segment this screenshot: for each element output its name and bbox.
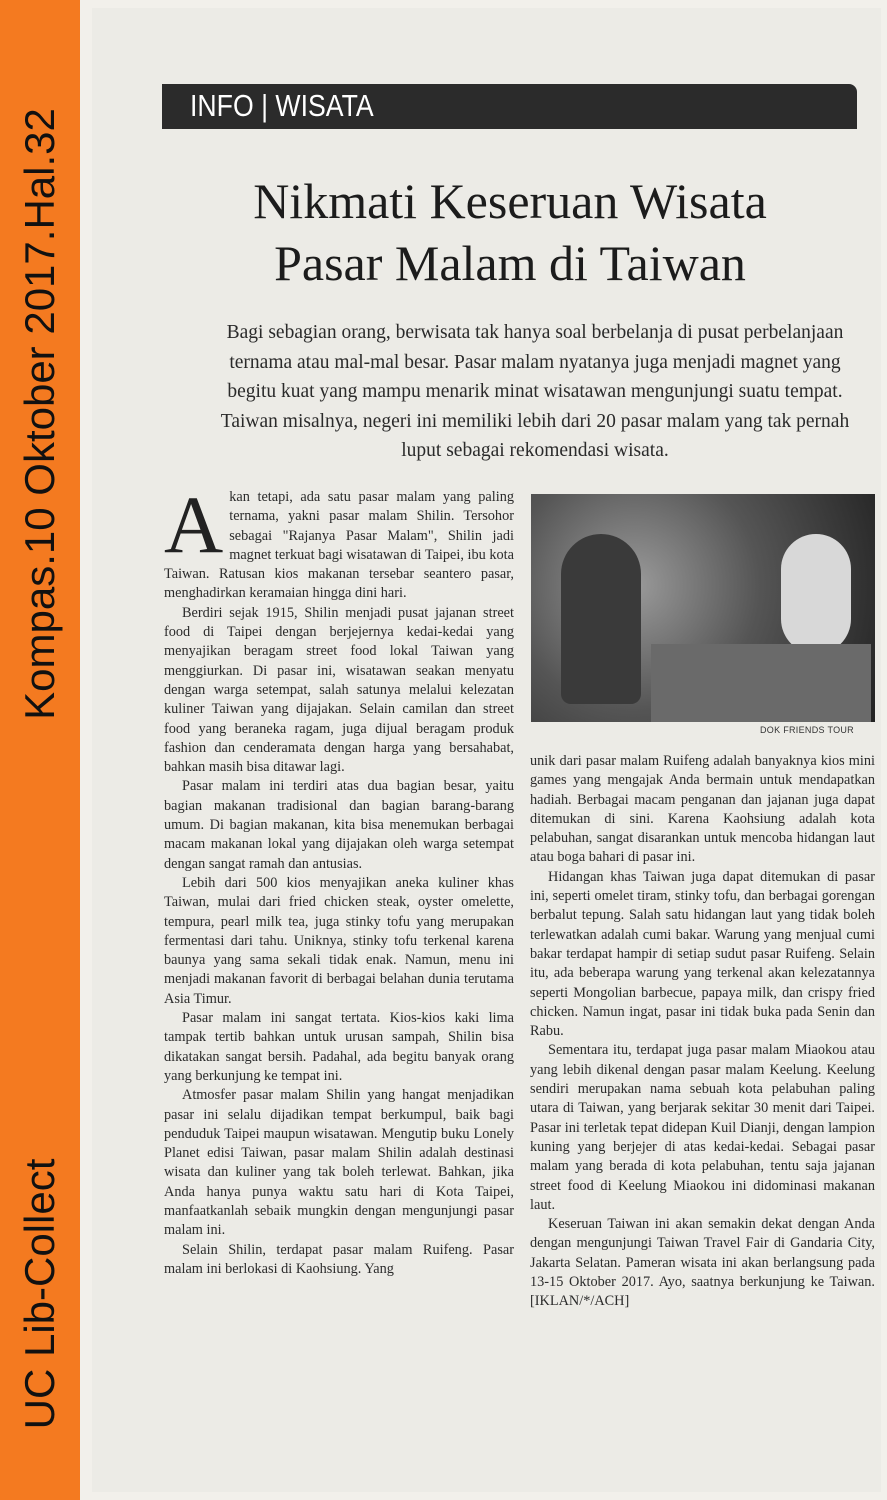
photo-food-stall [651, 644, 871, 722]
photo-figure-left [561, 534, 641, 704]
paragraph: Selain Shilin, terdapat pasar malam Ruifeng. Pasar malam ini berlokasi di Kaohsiung. Yang [164, 1241, 514, 1277]
paragraph: unik dari pasar malam Ruifeng adalah banyaknya kios mini games yang mengajak Anda bermain untuk mendapatkan hadiah. Berbagai macam penganan dan jajanan juga dapat ditemukan di sini. Karena Kaohsiung adalah kota pelabuhan, sangat disarankan untuk mencoba hidangan laut atau boga bahari di pasar ini. [530, 753, 875, 866]
paragraph: Sementara itu, terdapat juga pasar malam Miaokou atau yang lebih dikenal dengan pasar malam Keelung. Keelung sendiri merupakan nama sebuah kota pelabuhan paling utara di Taiwan, yang berjarak sekitar 30 menit dari Taipei. Pasar ini terletak tepat didepan Kuil Dianji, dengan lampion kuning yang berjejer di atas kedai-kedai. Sebagai pasar malam yang berada di kota pelabuhan, tentu saja jajanan street food di Keelung Miaokou ini didominasi makanan laut. [530, 1042, 875, 1213]
section-label: INFO | WISATA [190, 88, 374, 123]
night-market-photo [531, 494, 875, 722]
photo-figure-right [781, 534, 851, 654]
paragraph: Atmosfer pasar malam Shilin yang hangat menjadikan pasar ini selalu dijadikan tempat berkumpul, baik bagi penduduk Taipei maupun wisatawan. Mengutip buku Lonely Planet edisi Taiwan, pasar malam Shilin adalah destinasi wisata dan kuliner yang tak boleh terlewat. Bahkan, jika Anda hanya punya waktu satu hari di Kota Taipei, manfaatkanlah sebaik mungkin dengan mengunjungi pasar malam ini. [164, 1087, 514, 1239]
article-headline [150, 170, 870, 294]
paragraph: Pasar malam ini terdiri atas dua bagian besar, yaitu bagian makanan tradisional dan bagian barang-barang umum. Di bagian makanan, kita bisa menemukan berbagai macam makanan lokal yang dijajakan oleh warga setempat dengan sangat ramah dan antusias. [164, 778, 514, 872]
source-label: Kompas.10 Oktober 2017.Hal.32 [16, 108, 63, 720]
collection-label: UC Lib-Collect [16, 1158, 63, 1430]
orange-sidebar [0, 0, 80, 1500]
photo-caption: DOK FRIENDS TOUR [760, 725, 854, 735]
drop-cap: A [164, 479, 224, 570]
paragraph: Berdiri sejak 1915, Shilin menjadi pusat jajanan street food di Taipei dengan berjejernya kedai-kedai yang menyajikan beragam street food lokal Taiwan yang menggiurkan. Di pasar ini, wisatawan seakan menyatu dengan warga setempat, salah satunya melalui kelezatan kuliner Taiwan yang dijajakan. Selain camilan dan street food yang beraneka ragam, juga dijual beragam produk fashion dan cenderamata dengan harga yang bersahabat, bahkan masih bisa ditawar lagi. [164, 604, 514, 776]
paragraph: kan tetapi, ada satu pasar malam yang paling ternama, yakni pasar malam Shilin. Tersohor sebagai "Rajanya Pasar Malam", Shilin jadi magnet terkuat bagi wisatawan di Taipei, ibu kota Taiwan. Ratusan kios makanan tersebar seantero pasar, menghadirkan keramaian hingga dini hari. [164, 489, 514, 602]
article-column-2 [530, 752, 875, 1312]
paragraph: Lebih dari 500 kios menyajikan aneka kuliner khas Taiwan, mulai dari fried chicken steak, oyster omelette, tempura, pearl milk tea, juga stinky tofu yang merupakan fermentasi dari tahu. Uniknya, stinky tofu terkenal karena baunya yang sama sekali tidak enak. Namun, menu ini menjadi makanan favorit di berbagai belahan dunia terutama Asia Timur. [164, 874, 514, 1007]
paragraph: Pasar malam ini sangat tertata. Kios-kios kaki lima tampak tertib bahkan untuk urusan sampah, Shilin bisa dikatakan sangat bersih. Padahal, ada begitu banyak orang yang berkunjung ke tempat ini. [164, 1010, 514, 1084]
paragraph: Hidangan khas Taiwan juga dapat ditemukan di pasar ini, seperti omelet tiram, stinky tofu, dan berbagai gorengan berbalut tepung. Salah satu hidangan laut yang tidak boleh terlewatkan adalah cumi bakar. Warung yang menjual cumi bakar terdapat hampir di setiap sudut pasar Ruifeng. Selain itu, ada beberapa warung yang terkenal akan kelezatannya seperti Mongolian barbecue, papaya milk, dan crispy fried chicken. Namun ingat, pasar ini tidak buka pada Senin dan Rabu. [530, 868, 875, 1040]
paragraph: Keseruan Taiwan ini akan semakin dekat dengan Anda dengan mengunjungi Taiwan Travel Fair di Gandaria City, Jakarta Selatan. Pameran wisata ini akan berlangsung pada 13-15 Oktober 2017. Ayo, saatnya berkunjung ke Taiwan. [IKLAN/*/ACH] [530, 1216, 875, 1310]
article-lead: Bagi sebagian orang, berwisata tak hanya soal berbelanja di pusat perbelanjaan ternama atau mal-mal besar. Pasar malam nyatanya juga menjadi magnet yang begitu kuat yang mampu menarik minat wisatawan mengunjungi suatu tempat. Taiwan misalnya, negeri ini memiliki lebih dari 20 pasar malam yang tak pernah luput sebagai rekomendasi wisata. [220, 322, 850, 461]
article-column-1 [164, 479, 514, 1279]
headline-line-1: Nikmati Keseruan Wisata [253, 173, 767, 229]
headline-line-2: Pasar Malam di Taiwan [274, 235, 746, 291]
